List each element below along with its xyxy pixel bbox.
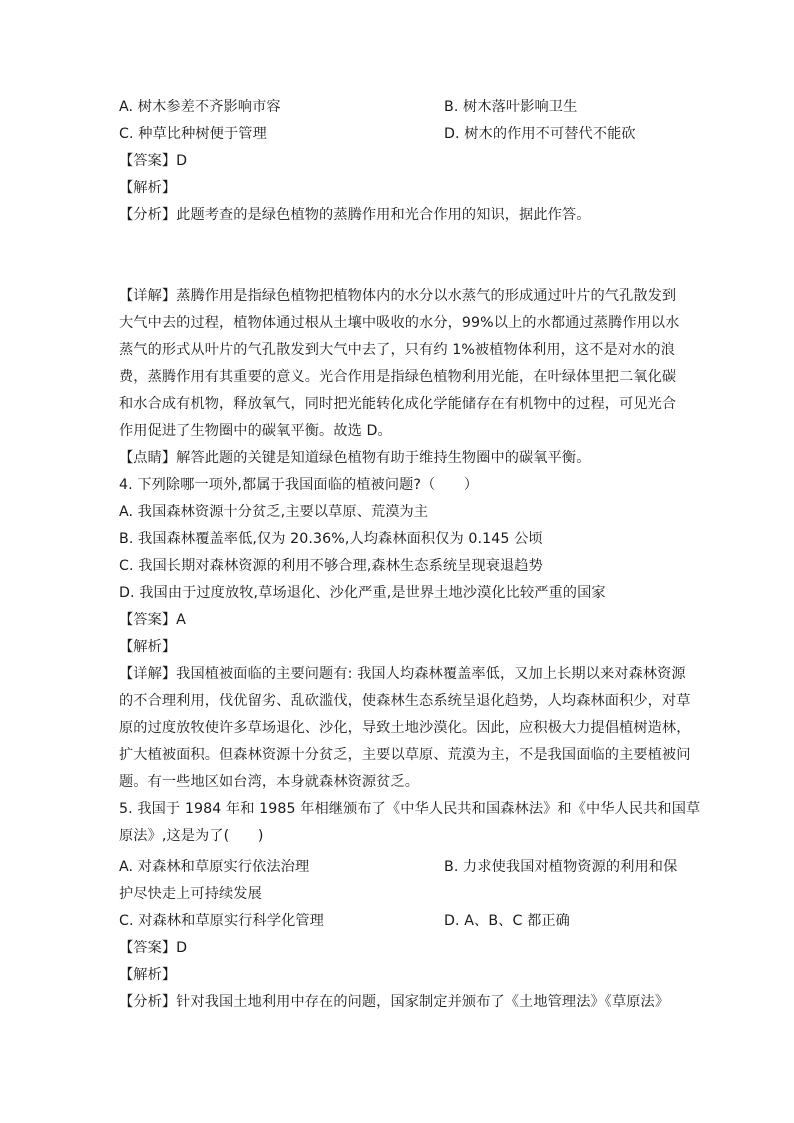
q3-detail-line: 费，蒸腾作用有其重要的意义。光合作用是指绿色植物利用光能，在叶绿体里把二氧化碳 [119, 369, 677, 385]
q4-detail-line: 扩大植被面积。但森林资源十分贫乏，主要以草原、荒漠为主，不是我国面临的主要植被问 [119, 747, 691, 763]
q5-option-a: A. 对森林和草原实行依法治理 [119, 859, 310, 875]
q5-option-b-cont: 护尽快走上可持续发展 [119, 886, 262, 902]
q5-option-d: D. A、B、C 都正确 [444, 913, 570, 929]
q3-detail-line: 大气中去的过程，植物体通过根从土壤中吸收的水分，99%以上的水都通过蒸腾作用以水 [119, 315, 680, 331]
q3-option-a: A. 树木参差不齐影响市容 [119, 99, 281, 115]
q3-detail-line: 【详解】蒸腾作用是指绿色植物把植物体内的水分以水蒸气的形成通过叶片的气孔散发到 [119, 288, 677, 304]
q4-option-a: A. 我国森林资源十分贫乏,主要以草原、荒漠为主 [119, 504, 429, 520]
q5-answer: 【答案】D [119, 940, 188, 956]
q3-option-d: D. 树木的作用不可替代不能砍 [444, 126, 636, 142]
q5-jiexi-label: 【解析】 [119, 967, 177, 983]
q4-detail-line: 的不合理利用，伐优留劣、乱砍滥伐，使森林生态系统呈退化趋势，人均森林面积少，对草 [119, 693, 691, 709]
q3-option-b: B. 树木落叶影响卫生 [444, 99, 578, 115]
q3-jiexi-label: 【解析】 [119, 180, 177, 196]
q5-question-line: 5. 我国于 1984 年和 1985 年相继颁布了《中华人民共和国森林法》和《中华人民共和国草 [119, 801, 701, 817]
q5-question-line: 原法》,这是为了( ) [119, 828, 264, 844]
q4-option-c: C. 我国长期对森林资源的利用不够合理,森林生态系统呈现衰退趋势 [119, 558, 543, 574]
q4-detail-line: 题。有一些地区如台湾，本身就森林资源贫乏。 [119, 774, 420, 790]
q5-option-b: B. 力求使我国对植物资源的利用和保 [444, 859, 678, 875]
q3-analysis: 【分析】此题考查的是绿色植物的蒸腾作用和光合作用的知识，据此作答。 [119, 207, 591, 223]
q4-option-d: D. 我国由于过度放牧,草场退化、沙化严重,是世界土地沙漠化比较严重的国家 [119, 585, 606, 601]
q3-option-c: C. 种草比种树便于管理 [119, 126, 267, 142]
q3-detail-line: 蒸气的形式从叶片的气孔散发到大气中去了，只有约 1%被植物体利用，这不是对水的浪 [119, 342, 675, 358]
q5-analysis: 【分析】针对我国土地利用中存在的问题，国家制定并颁布了《土地管理法》《草原法》 [119, 994, 670, 1010]
q4-detail-line: 原的过度放牧使许多草场退化、沙化，导致土地沙漠化。因此，应积极大力提倡植树造林， [119, 720, 691, 736]
q4-question: 4. 下列除哪一项外,都属于我国面临的植被问题?（ ） [119, 477, 479, 493]
q3-comment: 【点睛】解答此题的关键是知道绿色植物有助于维持生物圈中的碳氧平衡。 [119, 450, 591, 466]
q5-option-c: C. 对森林和草原实行科学化管理 [119, 913, 324, 929]
q4-answer: 【答案】A [119, 612, 186, 628]
q4-option-b: B. 我国森林覆盖率低,仅为 20.36%,人均森林面积仅为 0.145 公顷 [119, 531, 543, 547]
q3-detail-line: 作用促进了生物圈中的碳氧平衡。故选 D。 [119, 423, 392, 439]
q3-answer: 【答案】D [119, 153, 188, 169]
q4-detail-line: 【详解】我国植被面临的主要问题有: 我国人均森林覆盖率低，又加上长期以来对森林资源 [119, 666, 686, 682]
q3-detail-line: 和水合成有机物，释放氧气，同时把光能转化成化学能储存在有机物中的过程，可见光合 [119, 396, 677, 412]
q4-jiexi-label: 【解析】 [119, 639, 177, 655]
